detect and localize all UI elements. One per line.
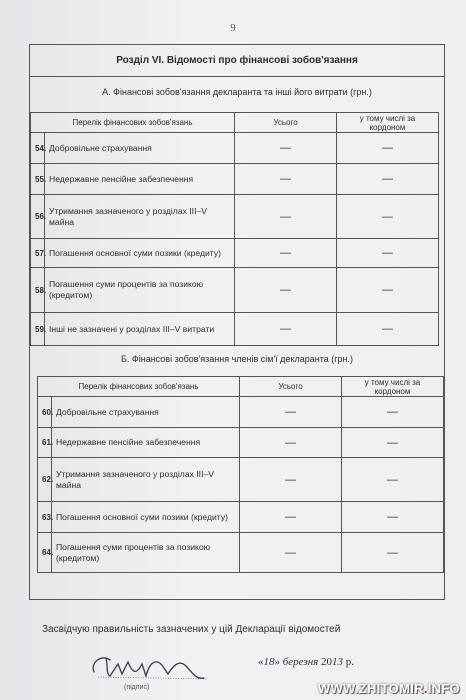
- table-row: [31, 313, 439, 346]
- row-number: 61.: [38, 428, 52, 458]
- row-abroad: —: [337, 313, 439, 346]
- row-total: —: [235, 164, 337, 195]
- watermark-dot: .: [423, 681, 428, 696]
- date-month: березня: [282, 656, 319, 668]
- row-label: Недержавне пенсійне забезпечення: [45, 164, 235, 195]
- column-header-abroad: у тому числі за кордоном: [342, 377, 444, 397]
- row-label: Погашення суми процентів за позикою (кредитом): [45, 268, 235, 313]
- row-abroad: —: [337, 195, 439, 239]
- row-label: Погашення основної суми позики (кредиту): [52, 502, 240, 533]
- row-total: —: [240, 533, 342, 573]
- row-total: —: [240, 397, 342, 428]
- table-header-row: [31, 113, 439, 133]
- row-label: Погашення суми процентів за позикою (кредитом): [52, 533, 240, 573]
- row-number: 56.: [31, 195, 45, 239]
- date-close-quote: »: [274, 656, 280, 668]
- table-row: [31, 268, 439, 313]
- table-row: [31, 164, 439, 195]
- date-open-quote: «: [258, 656, 264, 668]
- table-row: [38, 502, 444, 533]
- row-label: Недержавне пенсійне забезпечення: [52, 428, 240, 458]
- row-label: Добровільне страхування: [52, 397, 240, 428]
- row-label: Добровільне страхування: [45, 133, 235, 164]
- table-row: [38, 397, 444, 428]
- section-b-title: Б. Фінансові зобов'язання членів сім'ї декларанта (грн.): [120, 354, 353, 364]
- table-row: [38, 533, 444, 573]
- row-abroad: —: [337, 239, 439, 268]
- row-total: —: [240, 428, 342, 458]
- date-day: 18: [263, 656, 275, 668]
- row-number: 63.: [38, 502, 52, 533]
- column-header-total: Усього: [235, 113, 337, 133]
- site-watermark: [318, 681, 460, 696]
- column-header-list: Перелік фінансових зобов'язань: [38, 377, 240, 397]
- row-total: —: [240, 458, 342, 502]
- row-abroad: —: [342, 428, 444, 458]
- page-number: 9: [230, 22, 236, 34]
- date-year-prefix: 20: [321, 656, 333, 668]
- row-label: Інші не зазначені у розділах III–V витрати: [45, 313, 235, 346]
- signature-caption: (підпис): [124, 684, 150, 691]
- row-number: 64.: [38, 533, 52, 573]
- row-total: —: [235, 313, 337, 346]
- row-total: —: [235, 133, 337, 164]
- row-total: —: [235, 195, 337, 239]
- row-abroad: —: [337, 268, 439, 313]
- row-abroad: —: [337, 164, 439, 195]
- table-row: [38, 428, 444, 458]
- section-title: Розділ VI. Відомості про фінансові зобов'язання: [30, 45, 444, 77]
- table-row: [31, 195, 439, 239]
- declaration-date: [258, 656, 354, 668]
- row-number: 62.: [38, 458, 52, 502]
- row-abroad: —: [342, 458, 444, 502]
- date-year-suffix: 13: [332, 656, 344, 668]
- handwritten-signature: [88, 650, 218, 682]
- row-abroad: —: [337, 133, 439, 164]
- row-number: 57.: [31, 239, 45, 268]
- row-total: —: [240, 502, 342, 533]
- row-number: 60.: [38, 397, 52, 428]
- section-frame: [29, 44, 445, 600]
- table-row: [38, 458, 444, 502]
- section-b-table: [37, 376, 444, 573]
- certification-statement: Засвідчую правильність зазначених у цій Декларації відомостей: [42, 624, 341, 635]
- date-year-unit: р.: [345, 656, 355, 668]
- table-row: [31, 133, 439, 164]
- table-header-row: [38, 377, 444, 397]
- row-number: 59.: [31, 313, 45, 346]
- column-header-total: Усього: [240, 377, 342, 397]
- row-abroad: —: [342, 533, 444, 573]
- row-total: —: [235, 239, 337, 268]
- row-number: 54.: [31, 133, 45, 164]
- row-label: Погашення основної суми позики (кредиту): [45, 239, 235, 268]
- row-number: 58.: [31, 268, 45, 313]
- row-total: —: [235, 268, 337, 313]
- row-abroad: —: [342, 502, 444, 533]
- row-label: Утримання зазначеного у розділах III–V майна: [45, 195, 235, 239]
- column-header-list: Перелік фінансових зобов'язань: [31, 113, 235, 133]
- table-row: [31, 239, 439, 268]
- watermark-suffix: INFO: [427, 681, 460, 696]
- row-label: Утримання зазначеного у розділах III–V майна: [52, 458, 240, 502]
- watermark-prefix: WWW.ZHITOMIR: [317, 681, 424, 696]
- column-header-abroad: у тому числі за кордоном: [337, 113, 439, 133]
- section-a-table: [30, 112, 439, 346]
- section-a-title: А. Фінансові зобов'язання декларанта та інші його витрати (грн.): [102, 87, 372, 97]
- row-number: 55.: [31, 164, 45, 195]
- row-abroad: —: [342, 397, 444, 428]
